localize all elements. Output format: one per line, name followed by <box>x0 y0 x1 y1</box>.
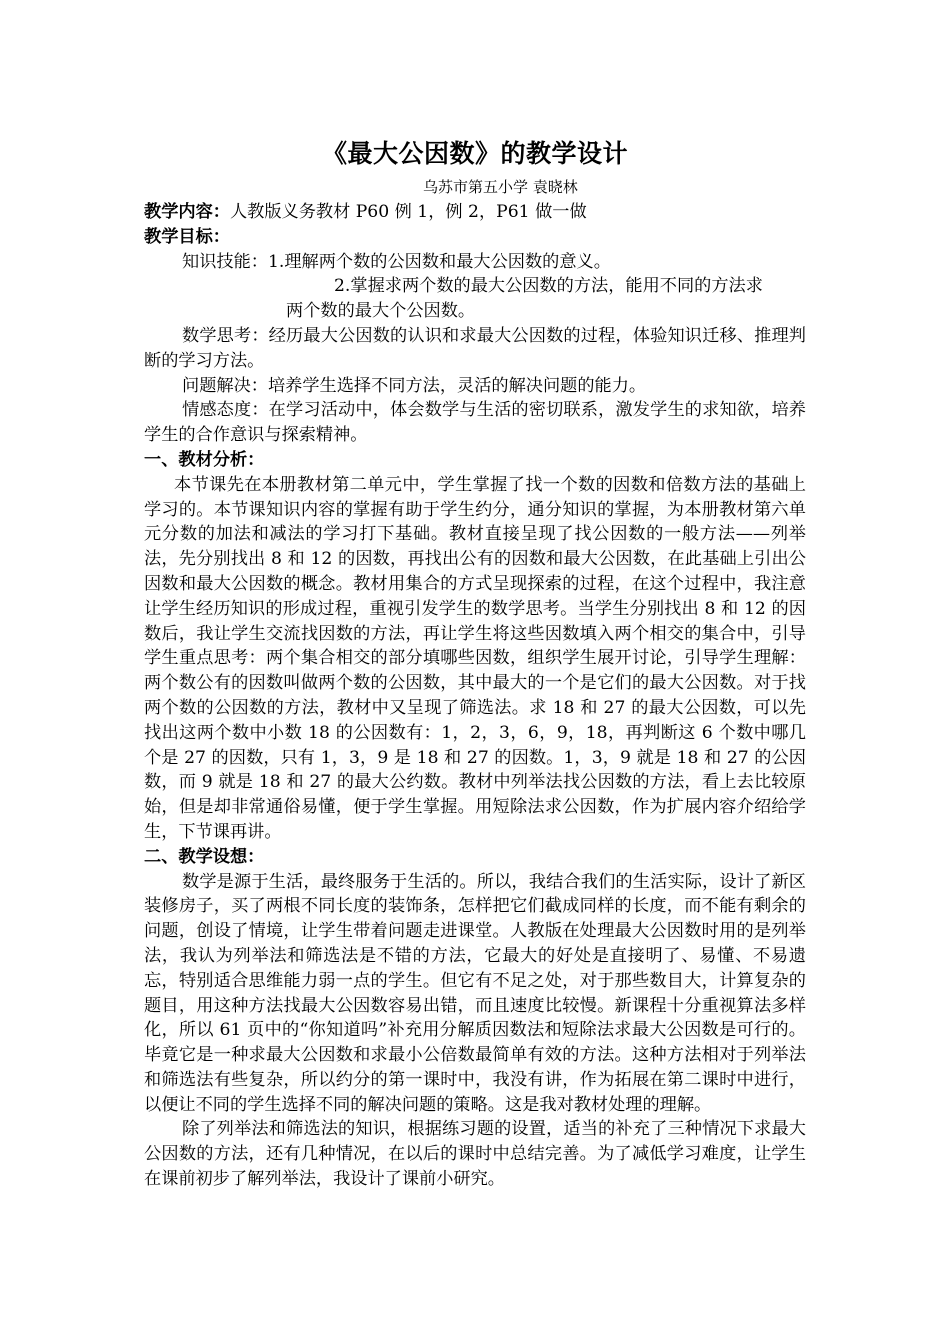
section1-heading: 一、教材分析： <box>144 449 265 470</box>
goal-skill-1: 知识技能：1.理解两个数的公因数和最大公因数的意义。 <box>182 251 611 272</box>
page-title: 《最大公因数》的教学设计 <box>321 139 628 168</box>
content-label: 教学内容： <box>144 202 230 222</box>
goal-emotion: 情感态度：在学习活动中，体会数学与生活的密切联系，激发学生的求知欲，培养学生的合作意识与探索精神。 <box>144 400 806 446</box>
section2-heading: 二、教学设想： <box>144 846 265 867</box>
goal-problem: 问题解决：培养学生选择不同方法，灵活的解决问题的能力。 <box>182 375 647 396</box>
section2-paragraph-2: 除了列举法和筛选法的知识，根据练习题的设置，适当的补充了三种情况下求最大公因数的方法，还有几种情况，在以后的课时中总结完善。为了减低学习难度，让学生在课前初步了解列举法，我设计了课前小研究。 <box>144 1119 806 1190</box>
section1-body: 本节课先在本册教材第二单元中，学生掌握了找一个数的因数和倍数方法的基础上学习的。本节课知识内容的掌握有助于学生约分，通分知识的掌握，为本册教材第六单元分数的加法和减法的学习打下基础。教材直接呈现了找公因数的一般方法——列举法，先分别找出 8 和 12 的因数，再找出公有的因数和最大公因数，在此基础上引出公因数和最大公因数的概念。教材用集合的方式呈现探索的过程，在这个过程中，我注意让学生经历知识的形成过程，重视引发学生的数学思考。当学生分别找出 8 和 12 的因数后，我让学生交流找因数的方法，再让学生将这些因数填入两个相交的集合中，引导学生重点思考：两个集合相交的部分填哪些因数，组织学生展开讨论，引导学生理解：两个数公有的因数叫做两个数的公因数，其中最大的一个是它们的最大公因数。对于找两个数的公因数的方法，教材中又呈现了筛选法。求 18 和 27 的最大公因数，可以先找出这两个数中小数 18 的公因数有：1，2，3，6，9，18，再判断这 6 个数中哪几个是 27 的因数，只有 1，3，9 是 18 和 27 的因数。1，3，9 就是 18 和 27 的公因数，而 9 就是 18 和 27 的最大公约数。教材中列举法找公因数的方法，看上去比较原始，但是却非常通俗易懂，便于学生掌握。用短除法求公因数，作为扩展内容介绍给学生，下节课再讲。 <box>144 474 806 842</box>
goals-label: 教学目标： <box>144 226 230 247</box>
author-line: 乌苏市第五小学 袁晓林 <box>423 178 578 196</box>
section2-paragraph-1: 数学是源于生活，最终服务于生活的。所以，我结合我们的生活实际，设计了新区装修房子，买了两根不同长度的装饰条，怎样把它们截成同样的长度，而不能有剩余的问题，创设了情境，让学生带着问题走进课堂。人教版在处理最大公因数时用的是列举法，我认为列举法和筛选法是不错的方法，它最大的好处是直接明了、易懂、不易遗忘，特别适合思维能力弱一点的学生。但它有不足之处，对于那些数目大，计算复杂的题目，用这种方法找最大公因数容易出错，而且速度比较慢。新课程十分重视算法多样化，所以 61 页中的“你知道吗”补充用分解质因数法和短除法求最大公因数是可行的。毕竟它是一种求最大公因数和求最小公倍数最简单有效的方法。这种方法相对于列举法和筛选法有些复杂，所以约分的第一课时中，我没有讲，作为拓展在第二课时中进行，以便让不同的学生选择不同的解决问题的策略。这是我对教材处理的理解。 <box>144 871 806 1115</box>
content-text: 人教版义务教材 P60 例 1，例 2，P61 做一做 <box>229 202 587 222</box>
goal-thinking: 数学思考：经历最大公因数的认识和求最大公因数的过程，体验知识迁移、推理判断的学习方法。 <box>144 325 806 371</box>
goal-skill-2b: 两个数的最大个公因数。 <box>286 301 476 322</box>
goal-skill-2a: 2.掌握求两个数的最大公因数的方法，能用不同的方法求 <box>334 276 763 297</box>
teaching-content <box>144 200 806 225</box>
document-body <box>144 200 806 1192</box>
